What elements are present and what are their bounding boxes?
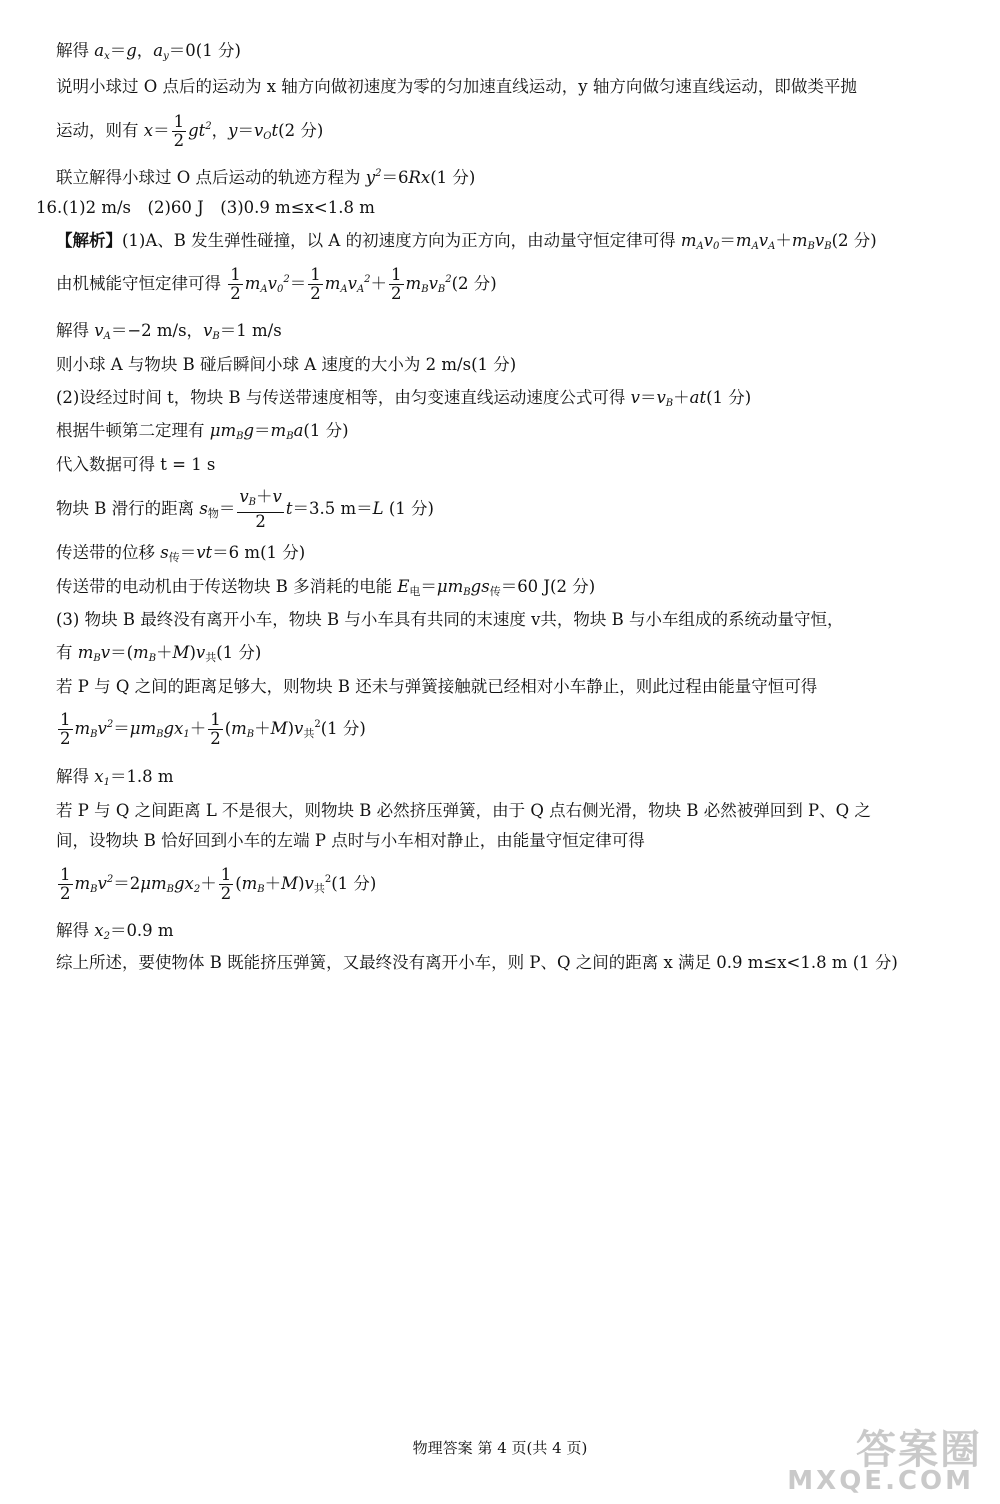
line-energy-eq-x1: $\frac{1}{2}$ $m_Bv^2=\mu m_Bgx_1+$ $\frac{1}{2}$ $(m_B+M)v$共$^2$(1 分): [60, 710, 366, 748]
line-time: 代入数据可得 t = 1 s: [56, 455, 216, 474]
line-motion-explain: 说明小球过 O 点后的运动为 x 轴方向做初速度为零的匀加速直线运动，y 轴方向做匀速直线运动，即做类平抛: [56, 77, 857, 96]
fraction: $\frac{1}{2}$: [173, 112, 185, 150]
line-belt-displacement: 传送带的位移 s传＝vt＝6 m(1 分): [56, 543, 306, 564]
line-electric-energy: 传送带的电动机由于传送物块 B 多消耗的电能 E电$=\mu m_Bgs$传＝60 J(2 分): [56, 577, 596, 598]
line-energy-conservation: 由机械能守恒定律可得 $\frac{1}{2}$ $m_Av_0^2=$ $\frac{1}{2}$ $m_Av_A^2+$ $\frac{1}{2}$ $m_Bv_B^2(2$ 分): [56, 265, 497, 303]
line-motion-equations: 运动，则有 x＝ $\frac{1}{2}$ $gt^2$，$y=v_Ot(2$ 分): [56, 112, 324, 150]
line-trajectory: 联立解得小球过 O 点后运动的轨迹方程为 $y^2=6Rx(1$ 分): [56, 168, 476, 187]
line-part2-velocity: (2)设经过时间 t，物块 B 与传送带速度相等，由匀变速直线运动速度公式可得 $v=v_B+at(1$ 分): [56, 388, 752, 409]
line-conclusion: 综上所述，要使物体 B 既能挤压弹簧，又最终没有离开小车，则 P、Q 之间的距离 x 满足 0.9 m≤x<1.8 m (1 分): [56, 953, 898, 972]
page-footer: 物理答案 第 4 页(共 4 页): [412, 1439, 588, 1457]
line-solve-x1: 解得 $x_1=1.8$ m: [56, 767, 174, 788]
watermark-logo: 答案圈 MXQE.COM: [787, 1427, 982, 1496]
line-solve-x2: 解得 $x_2=0.9$ m: [56, 921, 174, 942]
line-solve-velocities: 解得 $v_A=-2$ m/s，$v_B=1$ m/s: [56, 321, 282, 342]
q16-answer-line: 16.(1)2 m/s (2)60 J (3)0.9 m≤x<1.8 m: [36, 198, 375, 217]
line-case-small-cont: 间，设物块 B 恰好回到小车的左端 P 点时与小车相对静止，由能量守恒定律可得: [56, 831, 645, 850]
line-part3-intro: (3) 物块 B 最终没有离开小车，物块 B 与小车具有共同的末速度 v共，物块 B 与小车组成的系统动量守恒，: [56, 610, 844, 629]
line-analysis-momentum: 【解析】(1)A、B 发生弹性碰撞，以 A 的初速度方向为正方向，由动量守恒定律可得 $m_Av_0=m_Av_A+m_Bv_B(2$ 分): [56, 231, 877, 252]
line-energy-eq-x2: $\frac{1}{2}$ $m_Bv^2=2\mu m_Bgx_2+$ $\frac{1}{2}$ $(m_B+M)v$共$^2$(1 分): [60, 865, 377, 903]
line-newton: 根据牛顿第二定理有 $\mu m_Bg=m_Ba(1$ 分): [56, 421, 349, 442]
line-case-small: 若 P 与 Q 之间距离 L 不是很大，则物块 B 必然挤压弹簧，由于 Q 点右侧光滑，物块 B 必然被弹回到 P、Q 之: [56, 801, 871, 820]
line-solve-accel: 解得 $a_x=g$，$a_y=0(1$ 分): [56, 41, 241, 62]
line-speed-a: 则小球 A 与物块 B 碰后瞬间小球 A 速度的大小为 2 m/s(1 分): [56, 355, 517, 374]
line-case-large: 若 P 与 Q 之间的距离足够大，则物块 B 还未与弹簧接触就已经相对小车静止，则此过程由能量守恒可得: [56, 677, 818, 696]
line-part3-momentum: 有 $m_Bv=(m_B+M)v$共(1 分): [56, 643, 262, 664]
line-block-distance: 物块 B 滑行的距离 s物＝ $\frac{v_B+v}{2}$ t＝3.5 m＝L (1 分): [56, 487, 434, 531]
